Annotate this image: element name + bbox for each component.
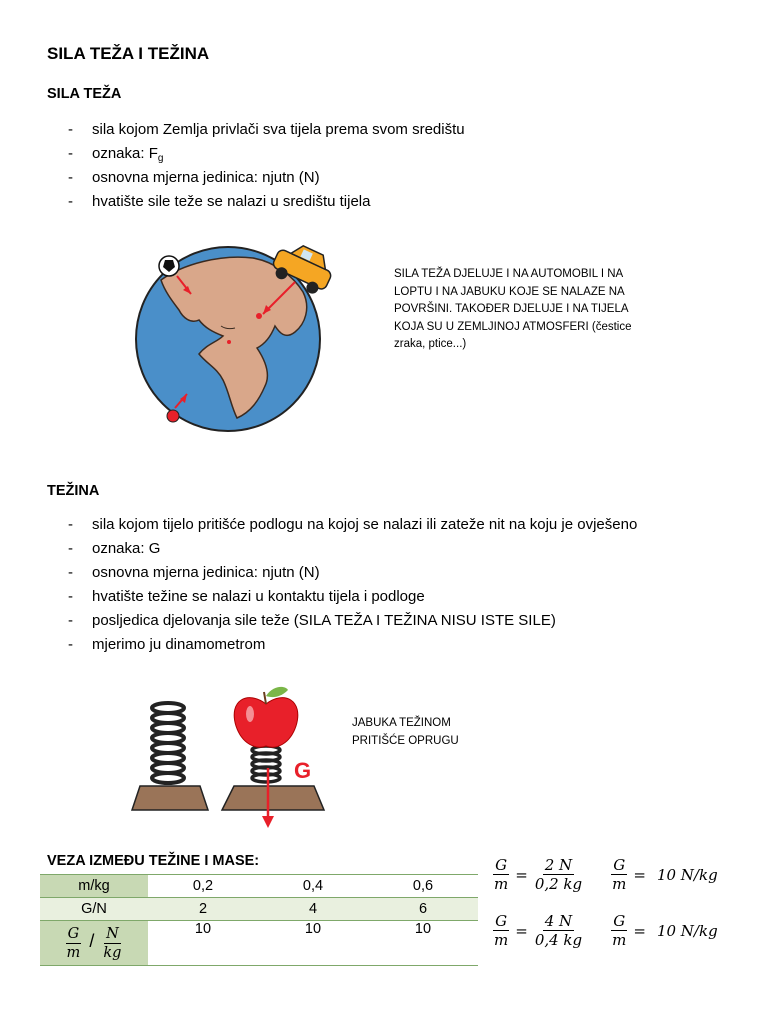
apple-icon [167, 410, 179, 422]
equation-2: $\frac{G}{m}$ = $\frac{4 N}{0,4 kg}$ $\frac{G}{m}$ = 10 N/kg [494, 912, 718, 949]
list-item: - osnovna mjerna jedinica: njutn (N) [68, 561, 637, 585]
spring-left [152, 703, 184, 783]
list-item: - hvatište težine se nalazi u kontaktu tijela i podloge [68, 585, 637, 609]
list-item: - sila kojom Zemlja privlači sva tijela prema svom središtu [68, 118, 465, 142]
table-row [40, 875, 478, 898]
table-cell: 2 [148, 898, 258, 921]
row-label: G/N [40, 898, 148, 921]
gravity-list [68, 118, 465, 214]
table-row [40, 898, 478, 921]
list-item: - oznaka: G [68, 537, 637, 561]
table-cell: 6 [368, 898, 478, 921]
list-item: - mjerimo ju dinamometrom [68, 633, 637, 657]
earth-illustration [125, 236, 340, 436]
mass-weight-table [40, 874, 478, 966]
table-cell: 10 [368, 921, 478, 966]
equation-1: $\frac{G}{m}$ = $\frac{2 N}{0,2 kg}$ $\frac{G}{m}$ = 10 N/kg [494, 856, 718, 893]
ground-right [222, 786, 324, 810]
table-cell: 10 [148, 921, 258, 966]
table-cell: 0,2 [148, 875, 258, 898]
spring-illustration [118, 684, 328, 830]
gravity-caption: SILA TEŽA DJELUJE I NA AUTOMOBIL I NA LOPTU I NA JABUKU KOJE SE NALAZE NA POVRŠINI. TAKOĐER DJELUJE I NA TIJELA KOJA SU U ZEMLJINOJ ATMOSFERI (čestice zraka, ptice...) [394, 268, 632, 350]
table-cell: 4 [258, 898, 368, 921]
list-item: - oznaka: $F_g$ [68, 142, 465, 166]
table-cell: 0,4 [258, 875, 368, 898]
list-item: - sila kojom tijelo pritišće podlogu na kojoj se nalazi ili zateže nit na koju je ovješeno [68, 513, 637, 537]
row-label: m/kg [40, 875, 148, 898]
weight-symbol: G [294, 758, 312, 783]
list-item: - posljedica djelovanja sile teže (SILA TEŽA I TEŽINA NISU ISTE SILE) [68, 609, 637, 633]
ground-left [132, 786, 208, 810]
relation-heading: VEZA IZMEĐU TEŽINE I MASE: [47, 853, 260, 869]
symbol-subscript: g [157, 153, 164, 164]
row-label: $\frac{G}{m}$ / $\frac{N}{kg}$ [40, 921, 148, 966]
weight-heading: TEŽINA [47, 483, 100, 499]
list-item: - hvatište sile teže se nalazi u središtu tijela [68, 190, 465, 214]
page-title: SILA TEŽA I TEŽINA [47, 44, 210, 63]
spring-right [252, 746, 280, 782]
weight-list [68, 513, 637, 657]
gravity-heading: SILA TEŽA [47, 86, 122, 102]
weight-caption: JABUKA TEŽINOM PRITIŠĆE OPRUGU [352, 717, 459, 747]
leaf-icon [266, 687, 288, 697]
table-cell: 10 [258, 921, 368, 966]
table-row [40, 921, 478, 966]
table-cell: 0,6 [368, 875, 478, 898]
apple-icon [234, 698, 298, 748]
list-item: - osnovna mjerna jedinica: njutn (N) [68, 166, 465, 190]
